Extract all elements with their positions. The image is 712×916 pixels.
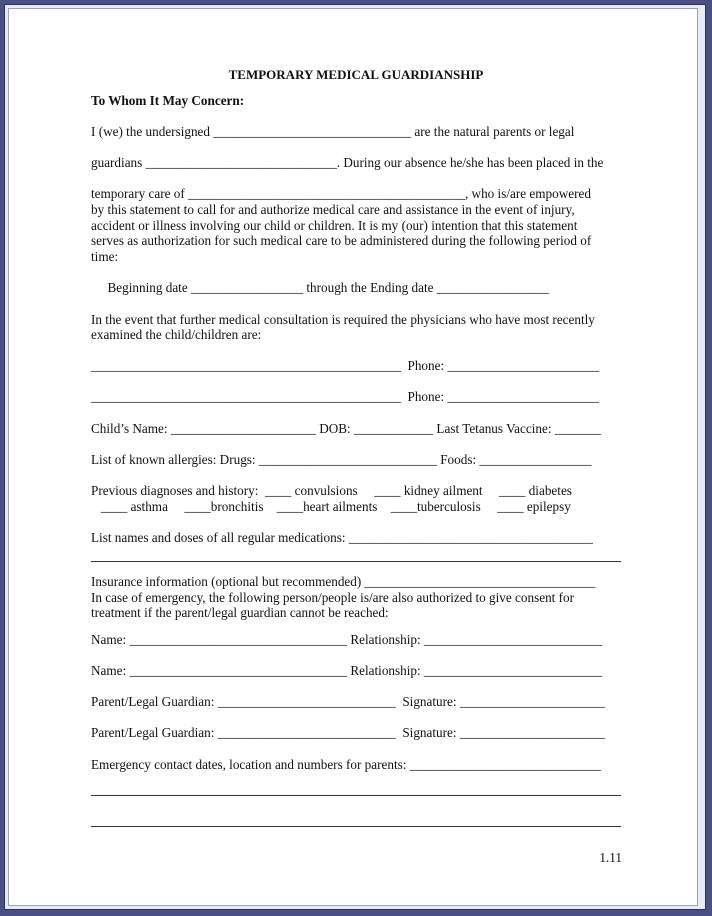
physician-2-line: _______________________________________________ Phone: _______________________ <box>91 389 600 404</box>
physicians-intro: In the event that further medical consultation is required the physicians who have most recently <box>91 312 595 327</box>
undersigned-line: I (we) the undersigned ______________________________ are the natural parents or legal <box>91 124 575 139</box>
blank-rule <box>91 826 621 827</box>
guardian-signature-2-line: Parent/Legal Guardian: ___________________________ Signature: ______________________ <box>91 725 605 740</box>
authorization-line: accident or illness involving our child or children. It is my (our) intention that this statement <box>91 218 578 233</box>
physicians-intro: examined the child/children are: <box>91 327 262 342</box>
section-divider <box>91 561 621 562</box>
emergency-name-1-line: Name: _________________________________ Relationship: ___________________________ <box>91 632 602 647</box>
allergies-line: List of known allergies: Drugs: ___________________________ Foods: _________________ <box>91 452 592 467</box>
medications-line: List names and doses of all regular medications: _____________________________________ <box>91 530 593 545</box>
document-title: TEMPORARY MEDICAL GUARDIANSHIP <box>228 67 484 82</box>
authorization-line: by this statement to call for and authorize medical care and assistance in the event of injury, <box>91 202 575 217</box>
greeting: To Whom It May Concern: <box>91 93 245 108</box>
diagnoses-line: Previous diagnoses and history: ____ convulsions ____ kidney ailment ____ diabetes <box>91 483 572 498</box>
diagnoses-line: ____ asthma ____bronchitis ____heart ailments ____tuberculosis ____ epilepsy <box>91 499 571 514</box>
emergency-intro: treatment if the parent/legal guardian cannot be reached: <box>91 605 389 620</box>
emergency-name-2-line: Name: _________________________________ Relationship: ___________________________ <box>91 663 602 678</box>
emergency-intro: In case of emergency, the following person/people is/are also authorized to give consent for <box>91 590 575 605</box>
temporary-care-line: temporary care of __________________________________________, who is/are empowered <box>91 186 591 201</box>
guardian-signature-1-line: Parent/Legal Guardian: ___________________________ Signature: ______________________ <box>91 694 605 709</box>
page-number: 1.11 <box>599 850 622 865</box>
physician-1-line: _______________________________________________ Phone: _______________________ <box>91 358 600 373</box>
emergency-contact-line: Emergency contact dates, location and numbers for parents: _____________________________ <box>91 757 601 772</box>
child-info-line: Child’s Name: ______________________ DOB: ____________ Last Tetanus Vaccine: _______ <box>91 421 601 436</box>
blank-rule <box>91 795 621 796</box>
guardians-line: guardians _____________________________. During our absence he/she has been placed in the <box>91 155 604 170</box>
authorization-line: serves as authorization for such medical care to be administered during the following period of <box>91 233 592 248</box>
insurance-line: Insurance information (optional but recommended) ___________________________________ <box>91 574 596 589</box>
date-range-line: Beginning date _________________ through the Ending date _________________ <box>91 280 549 295</box>
authorization-line: time: <box>91 249 119 264</box>
